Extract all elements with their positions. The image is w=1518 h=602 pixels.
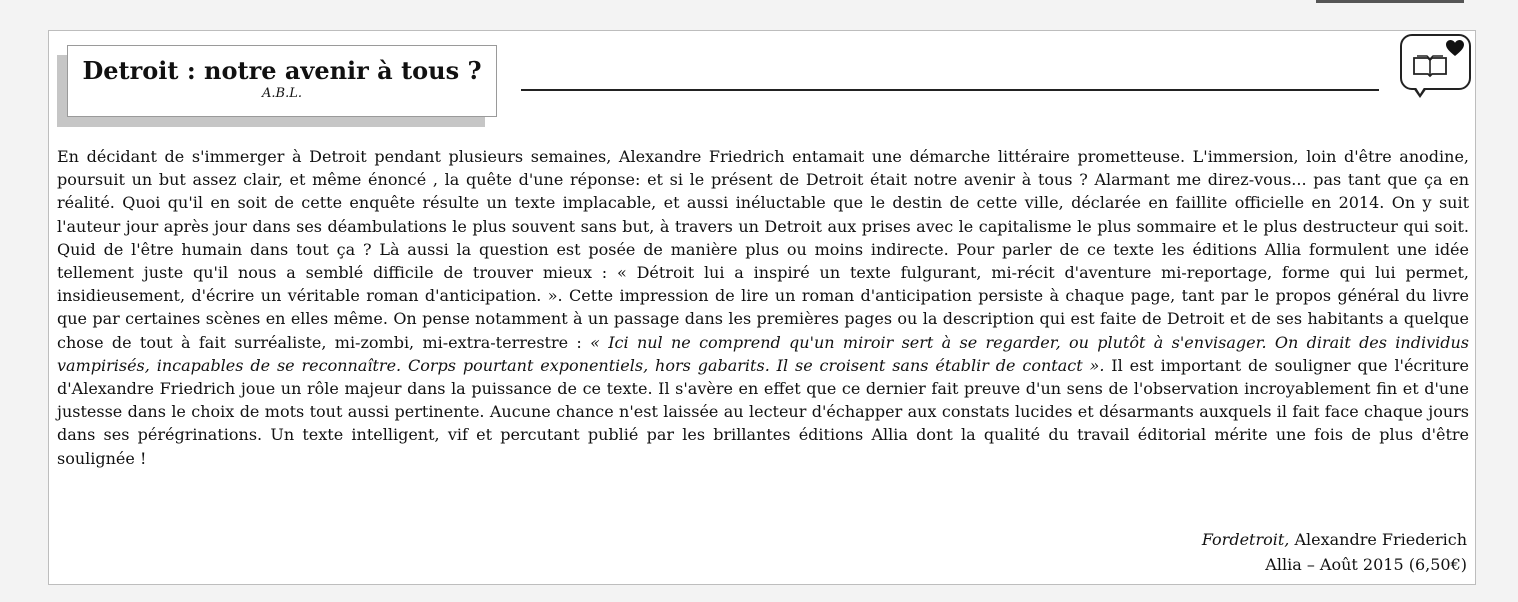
- top-divider: [1316, 0, 1464, 3]
- publisher-line: Allia – Août 2015 (6,50€): [1265, 555, 1467, 574]
- review-title: Detroit : notre avenir à tous ?: [82, 56, 482, 85]
- review-body: [57, 145, 1469, 470]
- book-heart-badge[interactable]: [1400, 34, 1471, 90]
- book-title: Fordetroit,: [1201, 530, 1290, 549]
- title-box: [67, 45, 497, 117]
- book-credits: [1202, 527, 1467, 577]
- body-rest: Il est important de souligner que l'écriture d'Alexandre Friedrich joue un rôle majeur dans la puissance de ce texte. Il s'avère en effet que ce dernier fait preuve d'un sens de l'observation incroyablement fin et d'une justesse dans le choix de mots tout aussi pertinente. Aucune chance n'est laissée au lecteur d'échapper aux constats lucides et désarmants auxquels il fait face chaque jours dans ses pérégrinations. Un texte intelligent, vif et percutant publié par les brillantes éditions Allia dont la qualité du travail éditorial mérite une fois de plus d'être soulignée !: [57, 355, 1470, 468]
- book-author: Alexandre Friederich: [1289, 530, 1467, 549]
- book-line: [1202, 527, 1467, 552]
- title-rule: [521, 89, 1379, 91]
- review-author: A.B.L.: [262, 86, 302, 101]
- body-intro: En décidant de s'immerger à Detroit pendant plusieurs semaines, Alexandre Friedrich entamait une démarche littéraire prometteuse. L'immersion, loin d'être anodine, poursuit un but assez clair, et même énoncé , la quête d'une réponse: et si le présent de Detroit était notre avenir à tous ? Alarmant me direz-vous... pas tant que ça en réalité. Quoi qu'il en soit de cette enquête résulte un texte implacable, et aussi inéluctable que le destin de cette ville, déclarée en faillite officielle en 2014. On y suit l'auteur jour après jour dans ses déambulations le plus souvent sans but, à travers un Detroit aux prises avec le capitalisme le plus sommaire et le plus destructeur qui soit. Quid de l'être humain dans tout ça ? Là aussi la question est posée de manière plus ou moins indirecte. Pour parler de ce texte les éditions Allia formulent une idée tellement juste qu'il nous a semblé difficile de trouver mieux : « Détroit lui a inspiré un texte fulgurant, mi-récit d'aventure mi-reportage, forme qui lui permet, insidieusement, d'écrire un véritable roman d'anticipation. ». Cette impression de lire un roman d'anticipation persiste à chaque page, tant par le propos général du livre que par certaines scènes en elles même. On pense notamment à un passage dans les premières pages ou la description qui est faite de Detroit et de ses habitants a quelque chose de tout à fait surréaliste, mi-zombi, mi-extra-terrestre :: [57, 147, 1469, 352]
- badge-tail: [1413, 88, 1427, 98]
- review-card: [48, 30, 1476, 585]
- body-quote: « Ici nul ne comprend qu'un miroir sert à se regarder, ou plutôt à s'envisager. On dirait des individus vampirisés, incapables de se reconnaître. Corps pourtant exponentiels, hors gabarits. Il se croisent sans établir de contact ».: [57, 332, 1470, 375]
- heart-icon: [1445, 39, 1465, 57]
- open-book-icon: [1412, 54, 1448, 78]
